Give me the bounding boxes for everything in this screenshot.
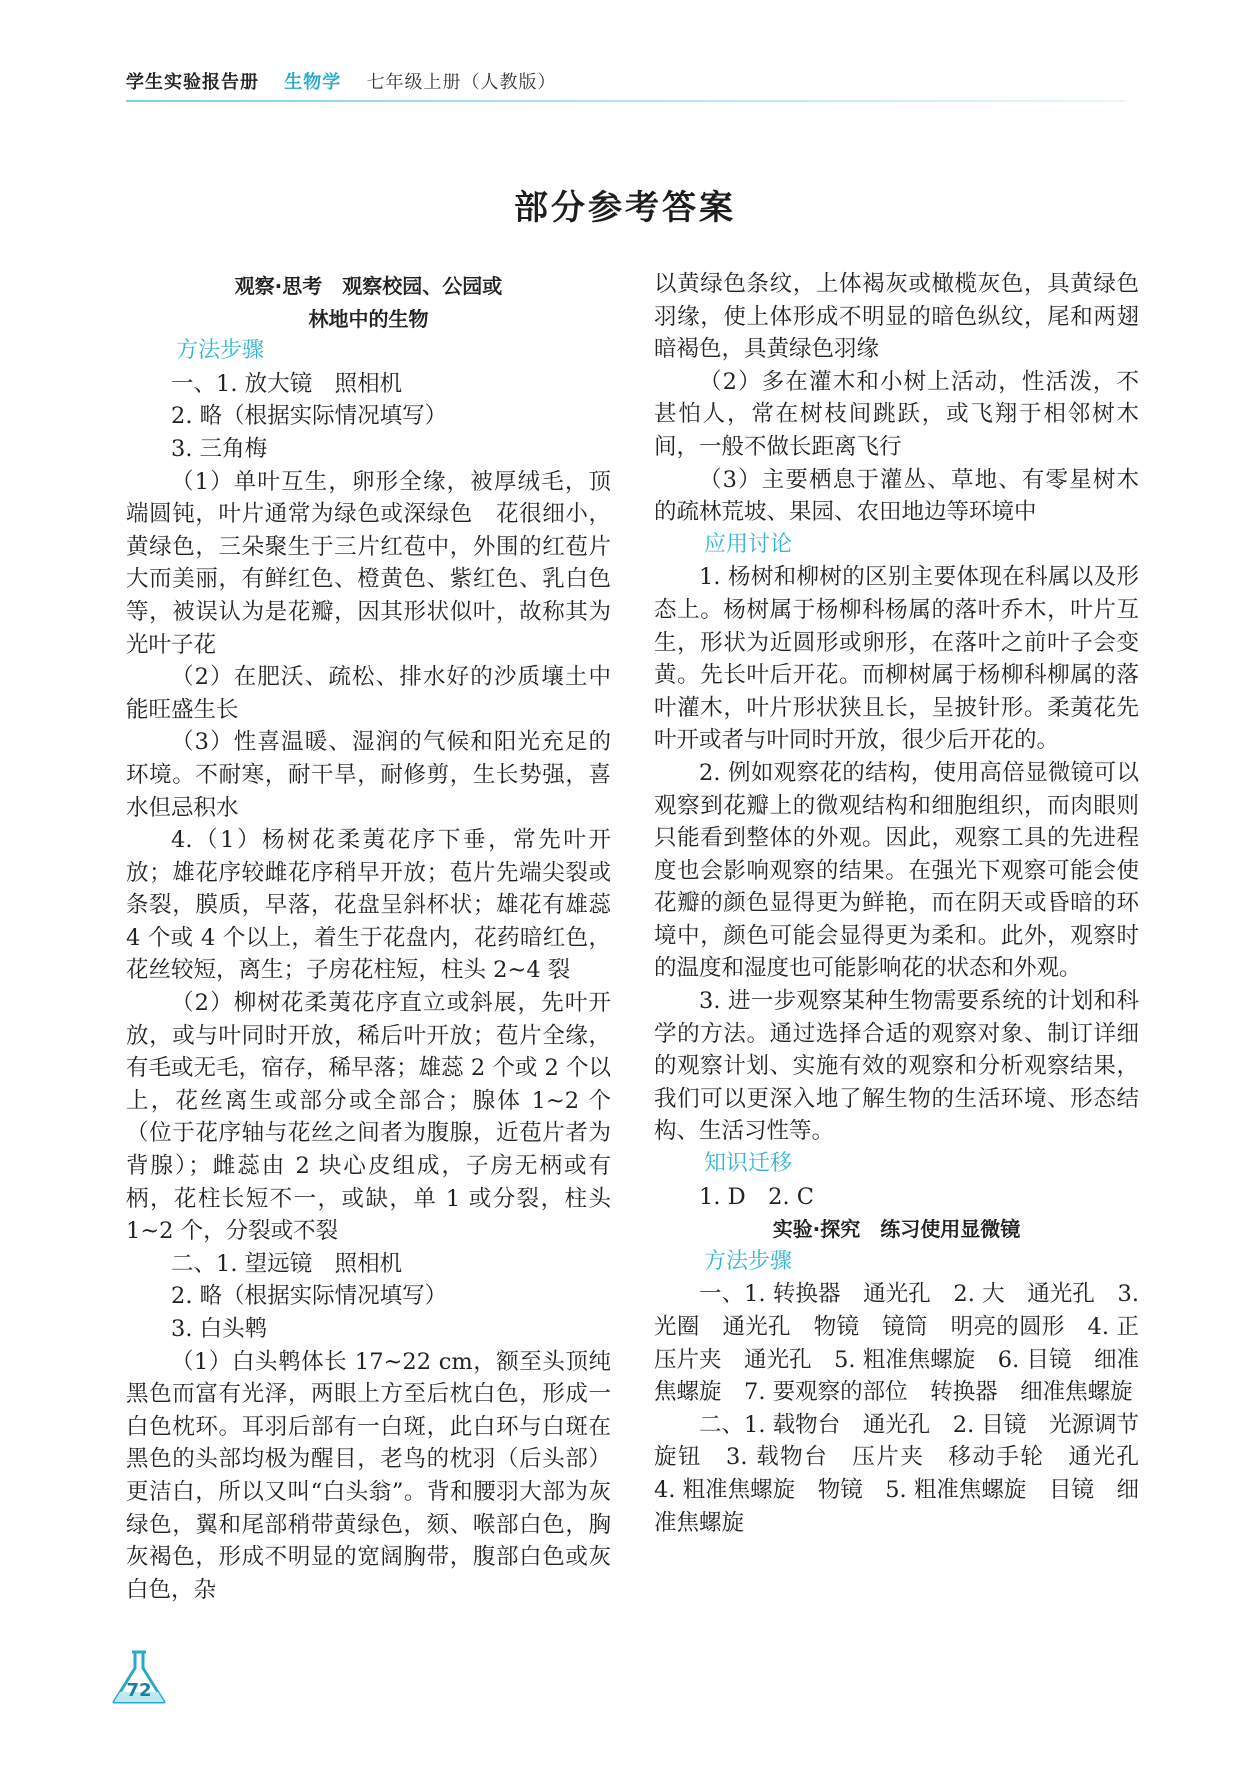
subheading: 应用讨论 — [704, 531, 793, 557]
paragraph: （1）白头鹎体长 17~22 cm，额至头顶纯黑色而富有光泽，两眼上方至后枕白色，形成一白色枕环。耳羽后部有一白斑，此白环与白斑在黑色的头部均极为醒目，老鸟的枕羽（后头部）更洁白，所以又叫“白头翁”。背和腰羽大部为灰绿色，翼和尾部稍带黄绿色，颏、喉部白色，胸灰褐色，形成不明显的宽阔胸带，腹部白色或灰白色，杂 — [126, 1348, 611, 1603]
paragraph: （3）主要栖息于灌丛、草地、有零星树木的疏林荒坡、果园、农田地边等环境中 — [654, 466, 1139, 526]
subheading: 方法步骤 — [176, 338, 265, 364]
paragraph: （3）性喜温暖、湿润的气候和阳光充足的环境。不耐寒，耐干旱，耐修剪，生长势强，喜水但忌积水 — [126, 729, 611, 821]
paragraph: 2. 例如观察花的结构，使用高倍显微镜可以观察到花瓣上的微观结构和细胞组织，而肉眼则只能看到整体的外观。因此，观察工具的先进程度也会影响观察的结果。在强光下观察可能会使花瓣的颜色显得更为鲜艳，而在阴天或昏暗的环境中，颜色可能会显得更为柔和。此外，观察时的温度和湿度也可能影响花的状态和外观。 — [654, 759, 1139, 982]
page-header — [126, 68, 1126, 102]
left-column — [126, 270, 611, 1606]
paragraph: 1. D 2. C — [699, 1183, 814, 1210]
subheading: 知识迁移 — [704, 1151, 793, 1177]
page-number: 72 — [126, 1680, 152, 1701]
paragraph: 3. 进一步观察某种生物需要系统的计划和科学的方法。通过选择合适的观察对象、制订详细的观察计划、实施有效的观察和分析观察结果，我们可以更深入地了解生物的生活环境、形态结构、生活习性等。 — [654, 988, 1139, 1145]
header-divider — [126, 100, 1126, 102]
subject-label: 生物学 — [284, 72, 342, 93]
paragraph: （2）柳树花柔荑花序直立或斜展，先叶开放，或与叶同时开放，稀后叶开放；苞片全缘，有毛或无毛，宿存，稀早落；雄蕊 2 个或 2 个以上，花丝离生或部分或全部合；腺体 1~2 个（位于花序轴与花丝之间者为腹腺，近苞片者为背腺）；雌蕊由 2 块心皮组成，子房无柄或有柄，花柱长短不一，或缺，单 1 或分裂，柱头 1~2 个，分裂或不裂 — [126, 990, 611, 1245]
subheading: 方法步骤 — [704, 1248, 793, 1274]
grade-label: 七年级上册（人教版） — [366, 72, 557, 93]
paragraph: 1. 杨树和柳树的区别主要体现在科属以及形态上。杨树属于杨柳科杨属的落叶乔木，叶片互生，形状为近圆形或卵形，在落叶之前叶子会变黄。先长叶后开花。而柳树属于杨柳科柳属的落叶灌木，叶片形状狭且长，呈披针形。柔荑花先叶开或者与叶同时开放，很少后开花的。 — [654, 564, 1139, 754]
paragraph: 2. 略（根据实际情况填写） — [171, 403, 448, 430]
right-column — [654, 268, 1162, 1539]
paragraph: 2. 略（根据实际情况填写） — [171, 1283, 448, 1310]
section-heading: 实验·探究 练习使用显微镜 — [772, 1217, 1021, 1242]
page-title: 部分参考答案 — [514, 188, 736, 228]
paragraph: （2）在肥沃、疏松、排水好的沙质壤土中能旺盛生长 — [126, 664, 611, 723]
book-title: 学生实验报告册 — [126, 72, 259, 93]
paragraph: 二、1. 载物台 通光孔 2. 目镜 光源调节旋钮 3. 载物台 压片夹 移动手轮 通光孔 4. 粗准焦螺旋 物镜 5. 粗准焦螺旋 目镜 细准焦螺旋 — [654, 1411, 1162, 1536]
paragraph: 一、1. 放大镜 照相机 — [171, 370, 403, 397]
paragraph: 以黄绿色条纹，上体褐灰或橄榄灰色，具黄绿色羽缘，使上体形成不明显的暗色纵纹，尾和两翅暗褐色，具黄绿色羽缘 — [654, 271, 1139, 363]
paragraph: 3. 白头鹎 — [171, 1316, 268, 1342]
paragraph: 3. 三角梅 — [171, 435, 268, 462]
paragraph: 二、1. 望远镜 照相机 — [171, 1250, 403, 1277]
section-heading: 林地中的生物 — [308, 306, 429, 331]
paragraph: 一、1. 转换器 通光孔 2. 大 通光孔 3. 光圈 通光孔 物镜 镜筒 明亮的圆形 4. 正 压片夹 通光孔 5. 粗准焦螺旋 6. 目镜 细准焦螺旋 7. 要观察的部位 转换器 细准焦螺旋 — [654, 1281, 1162, 1406]
paragraph: （2）多在灌木和小树上活动，性活泼，不甚怕人，常在树枝间跳跃，或飞翔于相邻树木间，一般不做长距离飞行 — [654, 368, 1139, 460]
paragraph: （1）单叶互生，卵形全缘，被厚绒毛，顶端圆钝，叶片通常为绿色或深绿色 花很细小，黄绿色，三朵聚生于三片红苞中，外围的红苞片大而美丽，有鲜红色、橙黄色、紫红色、乳白色等，被误认为是花瓣，因其形状似叶，故称其为光叶子花 — [126, 468, 611, 658]
section-heading: 观察·思考 观察校园、公园或 — [234, 274, 503, 298]
paragraph: 4.（1）杨树花柔荑花序下垂，常先叶开放；雄花序较雌花序稍早开放；苞片先端尖裂或条裂，膜质，早落，花盘呈斜杯状；雄花有雄蕊 4 个或 4 个以上，着生于花盘内，花药暗红色，花丝较短，离生；子房花柱短，柱头 2~4 裂 — [126, 827, 611, 984]
